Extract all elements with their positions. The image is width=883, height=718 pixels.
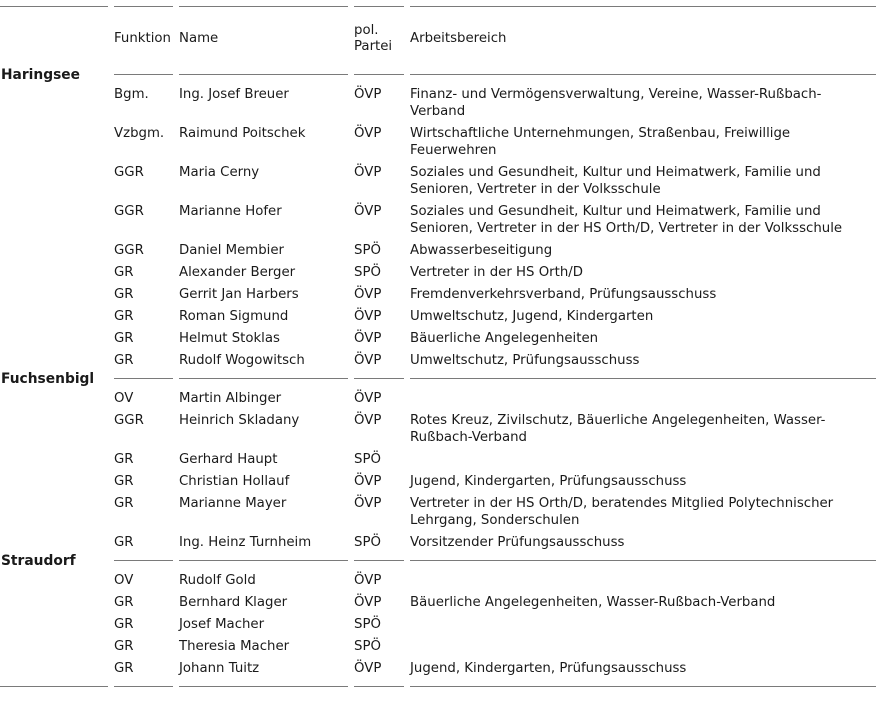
table-row bbox=[0, 284, 878, 306]
cell-arbeitsbereich: Finanz- und Vermögensverwaltung, Vereine, Wasser-Rußbach-Verband bbox=[410, 87, 822, 119]
table-header-row bbox=[0, 13, 878, 68]
table-row bbox=[0, 328, 878, 350]
cell-name: Josef Macher bbox=[179, 617, 265, 632]
cell-arbeitsbereich: Jugend, Kindergarten, Prüfungsausschuss bbox=[410, 661, 687, 676]
cell-funktion: OV bbox=[114, 573, 134, 588]
section-title: Straudorf bbox=[1, 553, 76, 569]
cell-arbeitsbereich: Vertreter in der HS Orth/D bbox=[410, 265, 583, 280]
cell-funktion: GR bbox=[114, 535, 134, 550]
cell-funktion: Bgm. bbox=[114, 87, 149, 102]
cell-partei: ÖVP bbox=[354, 309, 382, 324]
cell-funktion: GGR bbox=[114, 204, 144, 219]
cell-funktion: GR bbox=[114, 595, 134, 610]
cell-partei: SPÖ bbox=[354, 639, 381, 654]
cell-partei: SPÖ bbox=[354, 617, 381, 632]
cell-name: Heinrich Skladany bbox=[179, 413, 300, 428]
cell-funktion: GR bbox=[114, 309, 134, 324]
cell-arbeitsbereich: Umweltschutz, Jugend, Kindergarten bbox=[410, 309, 654, 324]
cell-partei: ÖVP bbox=[354, 87, 382, 102]
table-row bbox=[0, 567, 878, 592]
cell-partei: ÖVP bbox=[354, 204, 382, 219]
cell-partei: SPÖ bbox=[354, 265, 381, 280]
table-row bbox=[0, 162, 878, 201]
cell-name: Maria Cerny bbox=[179, 165, 260, 180]
cell-partei: ÖVP bbox=[354, 413, 382, 428]
cell-partei: SPÖ bbox=[354, 452, 381, 467]
cell-name: Raimund Poitschek bbox=[179, 126, 306, 141]
table-row bbox=[0, 449, 878, 471]
cell-funktion: GR bbox=[114, 331, 134, 346]
section-title: Haringsee bbox=[1, 67, 81, 83]
cell-arbeitsbereich bbox=[410, 567, 878, 592]
cell-name: Gerrit Jan Harbers bbox=[179, 287, 299, 302]
cell-arbeitsbereich bbox=[410, 636, 878, 658]
table-row bbox=[0, 532, 878, 554]
cell-arbeitsbereich: Fremdenverkehrsverband, Prüfungsausschuss bbox=[410, 287, 717, 302]
cell-partei: ÖVP bbox=[354, 391, 382, 406]
cell-partei: ÖVP bbox=[354, 165, 382, 180]
cell-funktion: GGR bbox=[114, 243, 144, 258]
cell-funktion: GR bbox=[114, 265, 134, 280]
table-row bbox=[0, 592, 878, 614]
header-arbeitsbereich: Arbeitsbereich bbox=[410, 31, 507, 46]
cell-partei: ÖVP bbox=[354, 331, 382, 346]
cell-partei: ÖVP bbox=[354, 126, 382, 141]
cell-name: Bernhard Klager bbox=[179, 595, 288, 610]
cell-funktion: GR bbox=[114, 639, 134, 654]
cell-arbeitsbereich: Vertreter in der HS Orth/D, beratendes Mitglied Polytechnischer Lehrgang, Sonderschulen bbox=[410, 496, 834, 528]
cell-name: Marianne Hofer bbox=[179, 204, 282, 219]
cell-funktion: GGR bbox=[114, 165, 144, 180]
cell-name: Daniel Membier bbox=[179, 243, 284, 258]
cell-funktion: Vzbgm. bbox=[114, 126, 165, 141]
cell-arbeitsbereich bbox=[410, 614, 878, 636]
cell-name: Johann Tuitz bbox=[179, 661, 260, 676]
cell-partei: ÖVP bbox=[354, 353, 382, 368]
cell-name: Rudolf Wogowitsch bbox=[179, 353, 305, 368]
header-funktion: Funktion bbox=[114, 31, 171, 46]
cell-name: Martin Albinger bbox=[179, 391, 282, 406]
cell-funktion: GR bbox=[114, 287, 134, 302]
cell-arbeitsbereich: Soziales und Gesundheit, Kultur und Heimatwerk, Familie und Senioren, Vertreter in der Volksschule bbox=[410, 165, 821, 197]
cell-name: Marianne Mayer bbox=[179, 496, 287, 511]
cell-partei: ÖVP bbox=[354, 474, 382, 489]
cell-name: Rudolf Gold bbox=[179, 573, 256, 588]
top-rule bbox=[0, 0, 878, 13]
table-row bbox=[0, 410, 878, 449]
table-row bbox=[0, 471, 878, 493]
cell-name: Roman Sigmund bbox=[179, 309, 289, 324]
cell-name: Alexander Berger bbox=[179, 265, 296, 280]
cell-funktion: GR bbox=[114, 617, 134, 632]
table-row bbox=[0, 240, 878, 262]
cell-partei: ÖVP bbox=[354, 595, 382, 610]
table-row bbox=[0, 201, 878, 240]
cell-arbeitsbereich: Rotes Kreuz, Zivilschutz, Bäuerliche Angelegenheiten, Wasser-Rußbach-Verband bbox=[410, 413, 826, 445]
header-name: Name bbox=[179, 31, 219, 46]
cell-arbeitsbereich bbox=[410, 385, 878, 410]
section-divider bbox=[0, 68, 878, 81]
table-row bbox=[0, 350, 878, 372]
section-cell bbox=[0, 372, 114, 385]
table-row bbox=[0, 385, 878, 410]
cell-partei: ÖVP bbox=[354, 573, 382, 588]
cell-funktion: GR bbox=[114, 474, 134, 489]
cell-name: Christian Hollauf bbox=[179, 474, 290, 489]
table-row bbox=[0, 636, 878, 658]
cell-name: Ing. Josef Breuer bbox=[179, 87, 289, 102]
table-row bbox=[0, 306, 878, 328]
cell-funktion: GR bbox=[114, 496, 134, 511]
table-row bbox=[0, 262, 878, 284]
header-partei: pol. Partei bbox=[354, 22, 393, 54]
section-cell bbox=[0, 68, 114, 81]
cell-partei: SPÖ bbox=[354, 243, 381, 258]
cell-name: Theresia Macher bbox=[179, 639, 290, 654]
section-divider bbox=[0, 372, 878, 385]
cell-arbeitsbereich: Vorsitzender Prüfungsausschuss bbox=[410, 535, 625, 550]
table-row bbox=[0, 81, 878, 123]
table-row bbox=[0, 493, 878, 532]
cell-arbeitsbereich: Abwasserbeseitigung bbox=[410, 243, 553, 258]
cell-partei: SPÖ bbox=[354, 535, 381, 550]
cell-funktion: OV bbox=[114, 391, 134, 406]
section-divider bbox=[0, 554, 878, 567]
section-cell bbox=[0, 554, 114, 567]
cell-arbeitsbereich: Wirtschaftliche Unternehmungen, Straßenbau, Freiwillige Feuerwehren bbox=[410, 126, 791, 158]
cell-partei: ÖVP bbox=[354, 661, 382, 676]
table-row bbox=[0, 658, 878, 680]
cell-funktion: GR bbox=[114, 661, 134, 676]
section-title: Fuchsenbigl bbox=[1, 371, 95, 387]
cell-partei: ÖVP bbox=[354, 496, 382, 511]
cell-partei: ÖVP bbox=[354, 287, 382, 302]
cell-arbeitsbereich: Soziales und Gesundheit, Kultur und Heimatwerk, Familie und Senioren, Vertreter in der HS Orth/D, Vertreter in der Volksschule bbox=[410, 204, 843, 236]
cell-funktion: GGR bbox=[114, 413, 144, 428]
cell-name: Helmut Stoklas bbox=[179, 331, 280, 346]
table-row bbox=[0, 614, 878, 636]
cell-arbeitsbereich: Jugend, Kindergarten, Prüfungsausschuss bbox=[410, 474, 687, 489]
cell-name: Gerhard Haupt bbox=[179, 452, 278, 467]
bottom-rule bbox=[0, 680, 878, 693]
cell-arbeitsbereich: Bäuerliche Angelegenheiten bbox=[410, 331, 599, 346]
table-row bbox=[0, 123, 878, 162]
cell-arbeitsbereich: Umweltschutz, Prüfungsausschuss bbox=[410, 353, 640, 368]
cell-name: Ing. Heinz Turnheim bbox=[179, 535, 312, 550]
cell-funktion: GR bbox=[114, 452, 134, 467]
cell-funktion: GR bbox=[114, 353, 134, 368]
cell-arbeitsbereich bbox=[410, 449, 878, 471]
cell-arbeitsbereich: Bäuerliche Angelegenheiten, Wasser-Rußbach-Verband bbox=[410, 595, 776, 610]
